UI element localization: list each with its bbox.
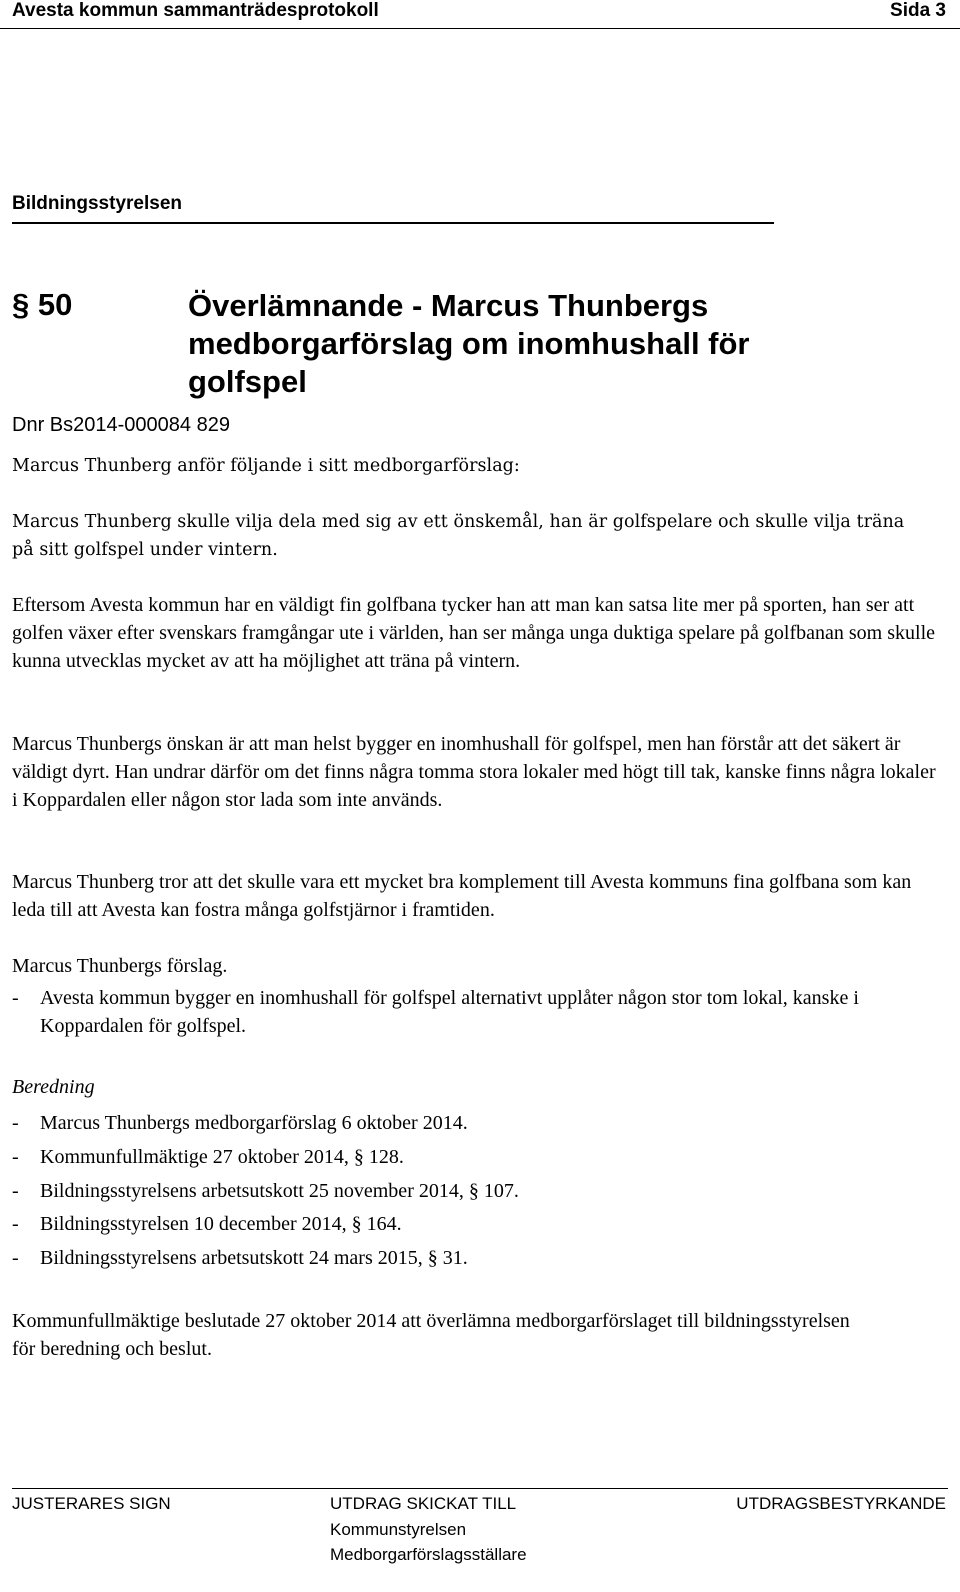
beredning-item-text: Bildningsstyrelsens arbetsutskott 24 mars 2015, § 31. — [40, 1247, 468, 1269]
organ-name: Bildningsstyrelsen — [12, 193, 182, 214]
proposal-heading: Marcus Thunbergs förslag. — [12, 955, 228, 977]
list-item — [12, 1177, 519, 1205]
beredning-item-text: Kommunfullmäktige 27 oktober 2014, § 128. — [40, 1146, 404, 1168]
list-dash: - — [12, 987, 19, 1009]
list-item — [12, 1143, 404, 1171]
beredning-item-text: Marcus Thunbergs medborgarförslag 6 oktober 2014. — [40, 1112, 468, 1134]
list-dash: - — [12, 1112, 19, 1134]
beredning-item-text: Bildningsstyrelsens arbetsutskott 25 november 2014, § 107. — [40, 1180, 519, 1202]
header-divider — [0, 28, 960, 29]
header-document-title: Avesta kommun sammanträdesprotokoll — [12, 0, 379, 21]
footer-justerare-sign: JUSTERARES SIGN — [12, 1494, 171, 1513]
list-item — [12, 1210, 402, 1238]
footer-divider — [12, 1488, 948, 1489]
paragraph-title: Överlämnande - Marcus Thunbergs medborgarförslag om inomhushall för golfspel — [188, 288, 750, 399]
decision-text: Kommunfullmäktige beslutade 27 oktober 2014 att överlämna medborgarförslaget till bildningsstyrelsen för beredning och beslut. — [12, 1310, 850, 1360]
proposal-item-text: Avesta kommun bygger en inomhushall för golfspel alternativt upplåter någon stor tom lokal, kanske i Koppardalen för golfspel. — [40, 987, 859, 1037]
quote-text: Marcus Thunberg skulle vilja dela med sig av ett önskemål, han är golfspelare och skulle vilja träna på sitt golfspel under vintern. — [12, 512, 905, 560]
list-dash: - — [12, 1146, 19, 1168]
body-paragraph-1: Eftersom Avesta kommun har en väldigt fin golfbana tycker han att man kan satsa lite mer på sporten, han ser att golfen växer efter svenskars framgångar ute i världen, han ser många unga duktiga spelare på golfbanan som skulle kunna utvecklas mycket av att ha möjlighet att träna på vintern. — [12, 594, 935, 672]
list-dash: - — [12, 1247, 19, 1269]
header-page-number: Sida 3 — [890, 0, 946, 21]
list-item — [12, 984, 942, 1040]
footer-utdrag-skickat: UTDRAG SKICKAT TILL — [330, 1494, 517, 1513]
footer-utdragsbestyrkande: UTDRAGSBESTYRKANDE — [736, 1494, 946, 1513]
list-item — [12, 1244, 468, 1272]
footer-recipient: Medborgarförslagsställare — [330, 1545, 527, 1564]
organ-underline — [12, 222, 774, 224]
paragraph-number: § 50 — [12, 287, 73, 322]
intro-text: Marcus Thunberg anför följande i sitt medborgarförslag: — [12, 456, 520, 476]
proposal-list — [12, 984, 942, 1040]
list-dash: - — [12, 1180, 19, 1202]
case-number: Dnr Bs2014-000084 829 — [12, 414, 230, 436]
body-paragraph-2: Marcus Thunbergs önskan är att man helst bygger en inomhushall för golfspel, men han förstår att det säkert är väldigt dyrt. Han undrar därför om det finns några tomma stora lokaler med högt till tak, kanske finns några lokaler i Koppardalen eller någon stor lada som inte används. — [12, 733, 936, 811]
beredning-heading: Beredning — [12, 1076, 95, 1098]
list-item — [12, 1109, 468, 1137]
beredning-item-text: Bildningsstyrelsen 10 december 2014, § 164. — [40, 1213, 402, 1235]
list-dash: - — [12, 1213, 19, 1235]
footer-recipient: Kommunstyrelsen — [330, 1520, 467, 1539]
body-paragraph-3: Marcus Thunberg tror att det skulle vara ett mycket bra komplement till Avesta kommuns fina golfbana som kan leda till att Avesta kan fostra många golfstjärnor i framtiden. — [12, 871, 912, 921]
